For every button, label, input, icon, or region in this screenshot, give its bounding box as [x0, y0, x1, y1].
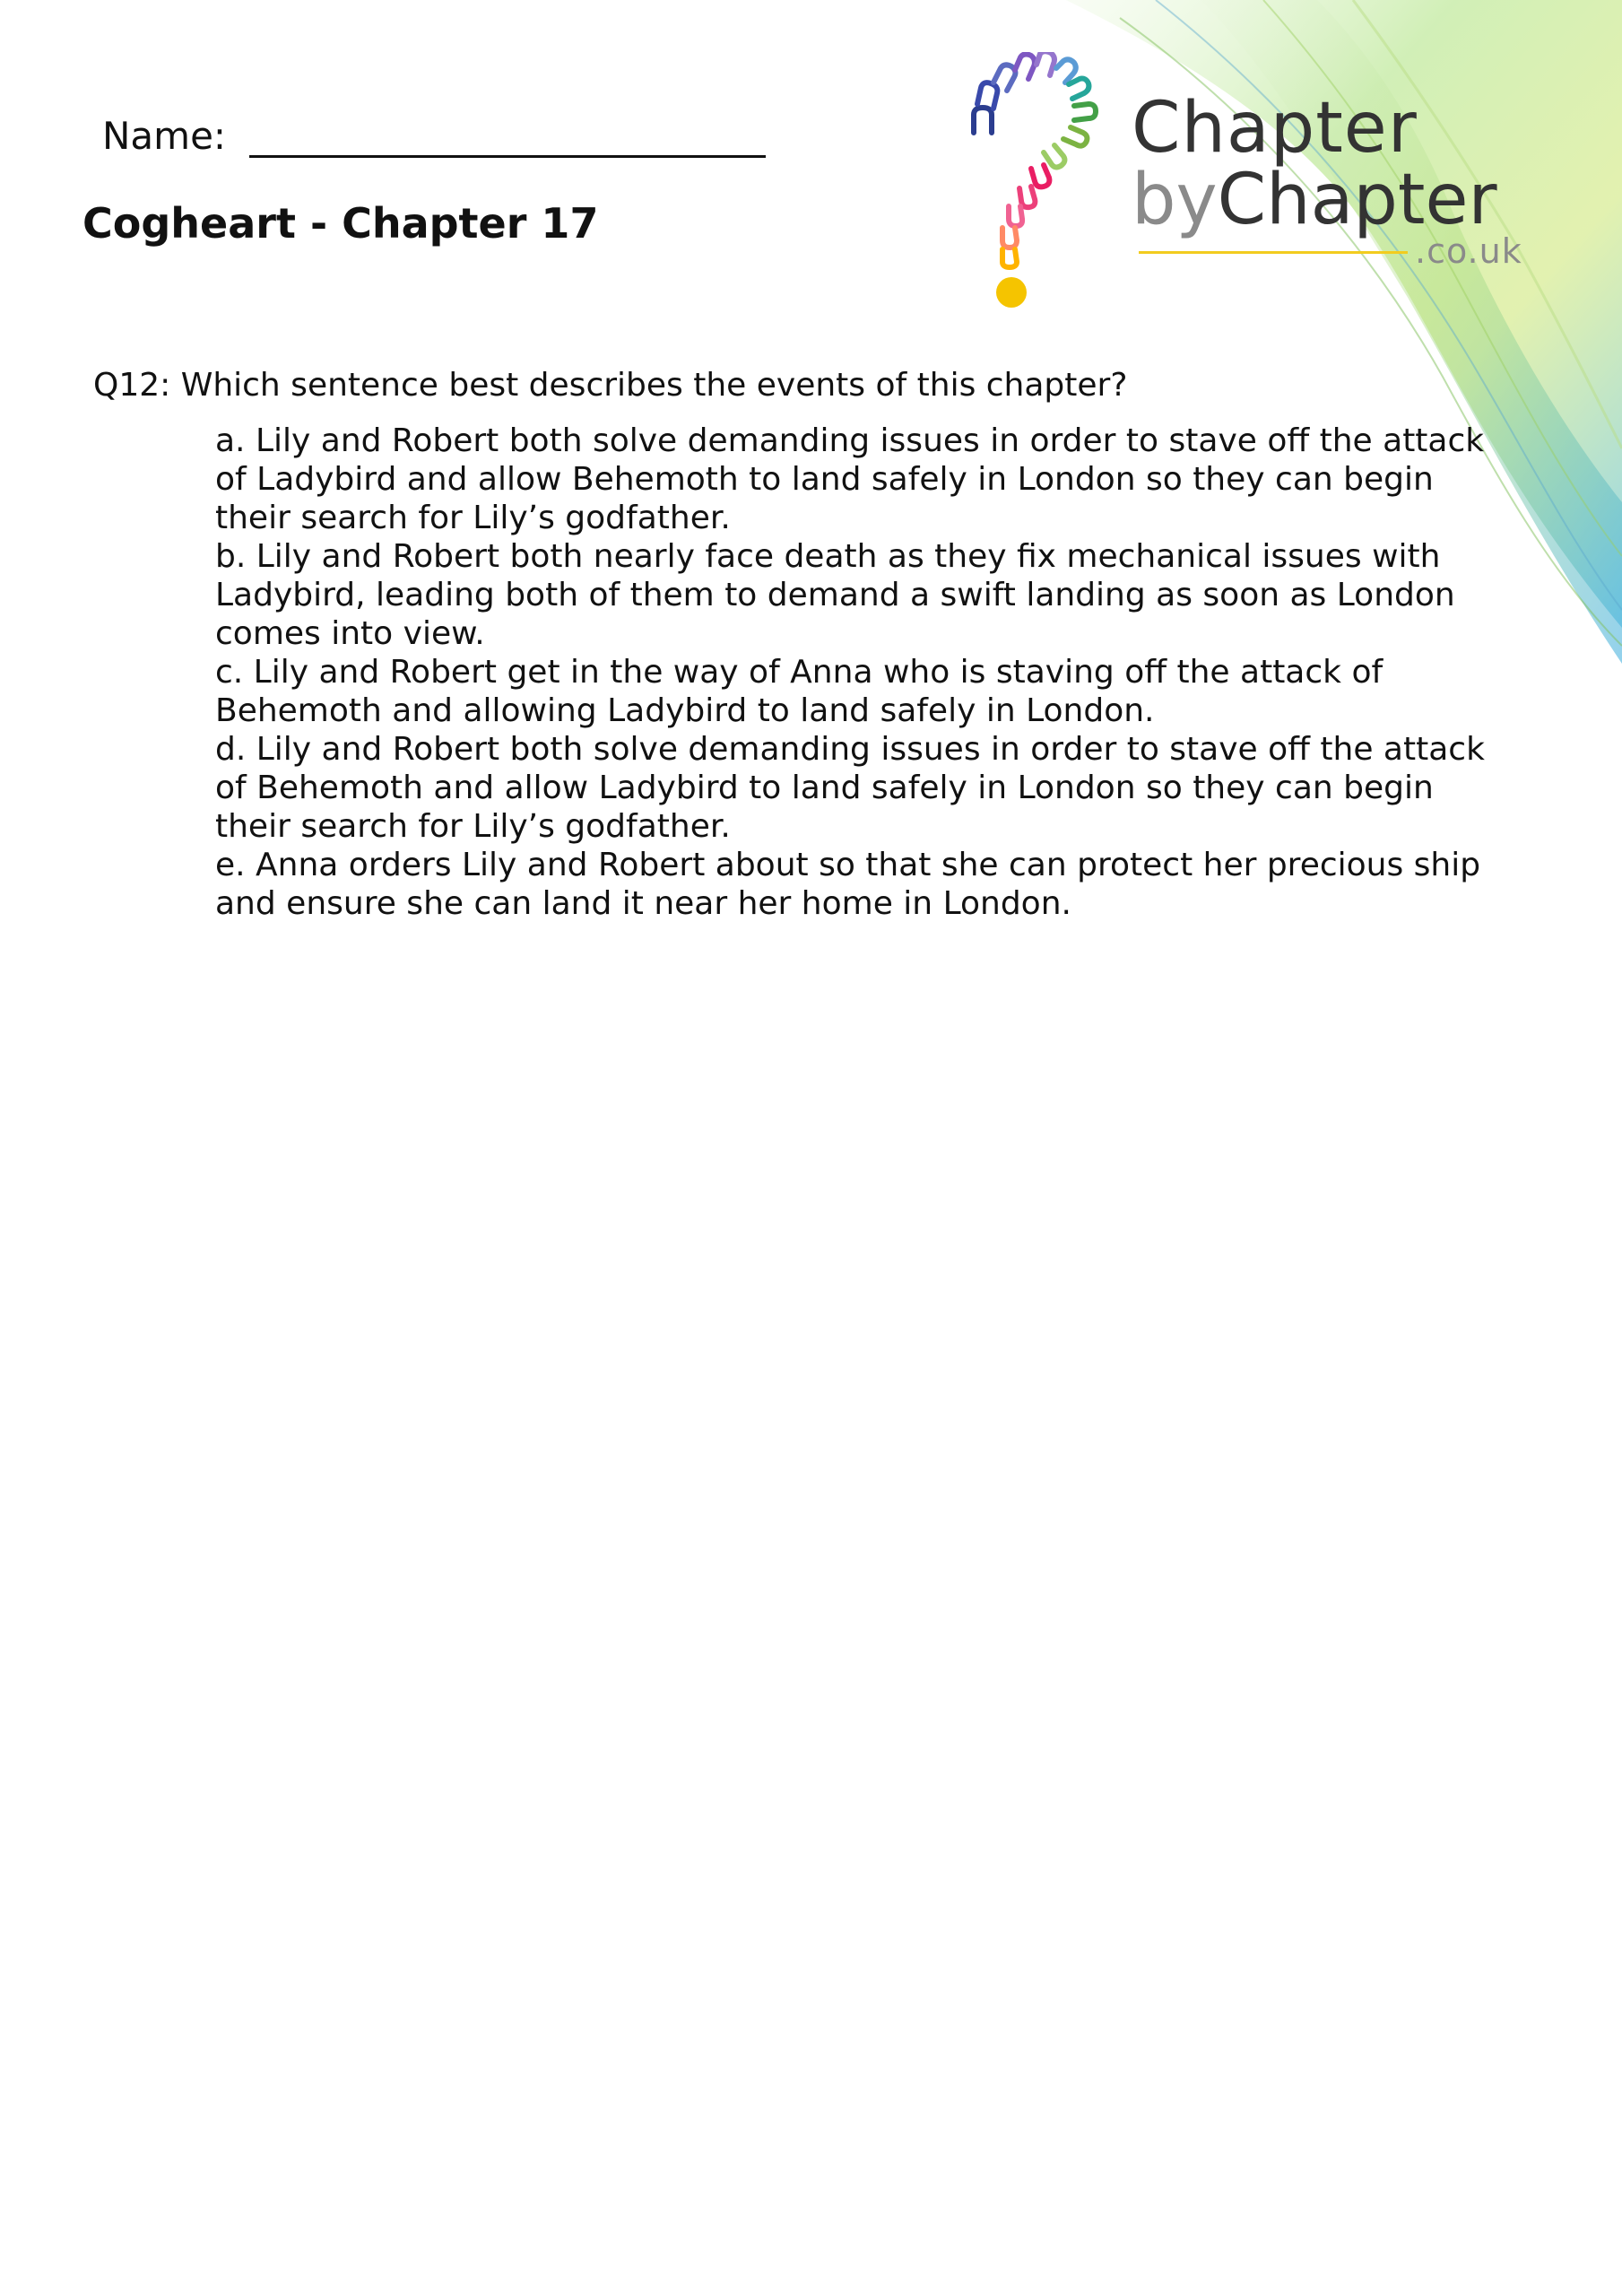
name-label: Name: [102, 114, 227, 158]
answer-option-a: a. Lily and Robert both solve demanding issues in order to stave off the attack of Ladybird and allow Behemoth to land safely in London so they can begin their search for Lily’s godfather. [215, 422, 1485, 536]
question-mark-of-books-icon [958, 52, 1119, 312]
answer-option-c: c. Lily and Robert get in the way of Anna who is staving off the attack of Behemoth and allowing Ladybird to land safely in London. [215, 654, 1383, 729]
logo-word-chapter: Chapter [1132, 88, 1418, 169]
logo-domain: .co.uk [1415, 231, 1522, 271]
logo-word-by: by [1132, 160, 1218, 240]
logo-underline [1139, 251, 1408, 254]
logo-word-chapter-2: Chapter [1217, 160, 1497, 240]
question-prompt: Q12: Which sentence best describes the events of this chapter? [93, 367, 1128, 404]
logo-line-by-chapter [1132, 161, 1497, 239]
answer-option-d: d. Lily and Robert both solve demanding issues in order to stave off the attack of Behemoth and allow Ladybird to land safely in London so they can begin their search for Lily’s godfather. [215, 731, 1485, 845]
name-write-line[interactable] [249, 116, 766, 158]
chapter-by-chapter-logo [1132, 90, 1544, 278]
answer-options-list [215, 422, 1506, 923]
answer-option-b: b. Lily and Robert both nearly face death as they fix mechanical issues with Ladybird, leading both of them to demand a swift landing as soon as London comes into view. [215, 538, 1455, 652]
answer-option-e: e. Anna orders Lily and Robert about so that she can protect her precious ship and ensure she can land it near her home in London. [215, 847, 1481, 922]
name-field-row [102, 115, 766, 158]
worksheet-title: Cogheart - Chapter 17 [82, 199, 599, 248]
